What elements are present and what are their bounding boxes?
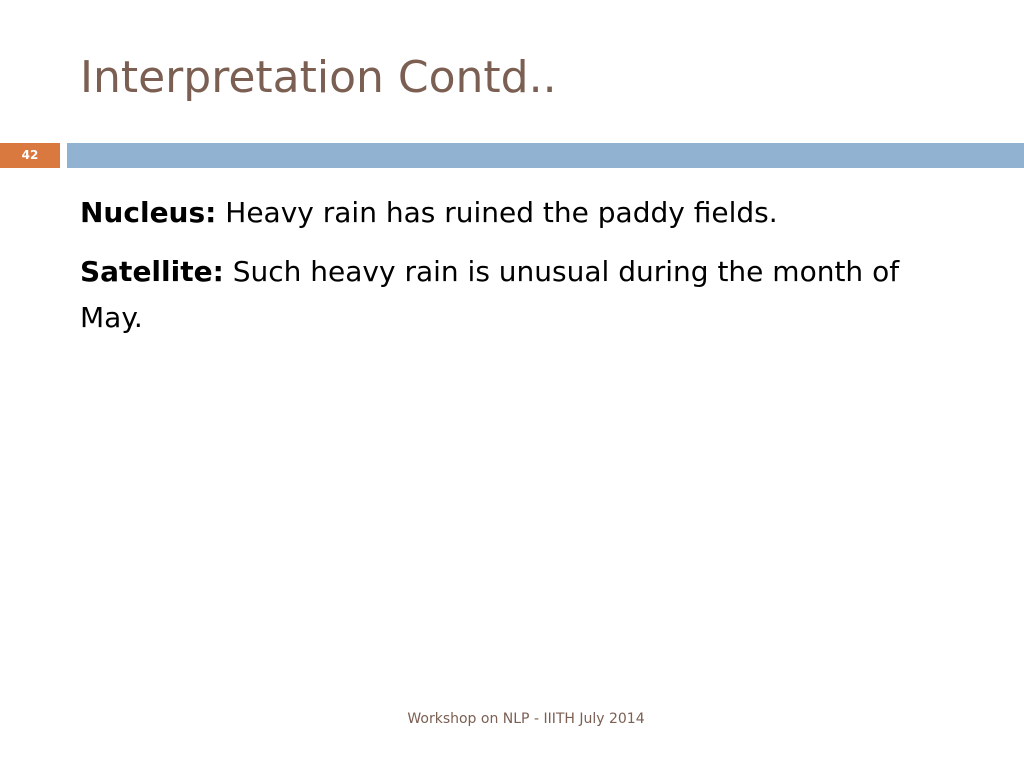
nucleus-paragraph <box>80 190 970 236</box>
slide-footer: Workshop on NLP - IIITH July 2014 <box>407 711 645 727</box>
slide-body <box>80 190 970 354</box>
satellite-label: Satellite: <box>80 255 224 288</box>
slide-number-badge <box>0 143 60 168</box>
header-rule-bar <box>67 143 1024 168</box>
slide-number: 42 <box>21 148 39 162</box>
satellite-paragraph <box>80 249 970 341</box>
nucleus-label: Nucleus: <box>80 196 217 229</box>
nucleus-text: Heavy rain has ruined the paddy fields. <box>216 196 778 229</box>
satellite-text: Such heavy rain is unusual during the month of May. <box>80 255 900 334</box>
slide-title: Interpretation Contd.. <box>80 52 557 103</box>
